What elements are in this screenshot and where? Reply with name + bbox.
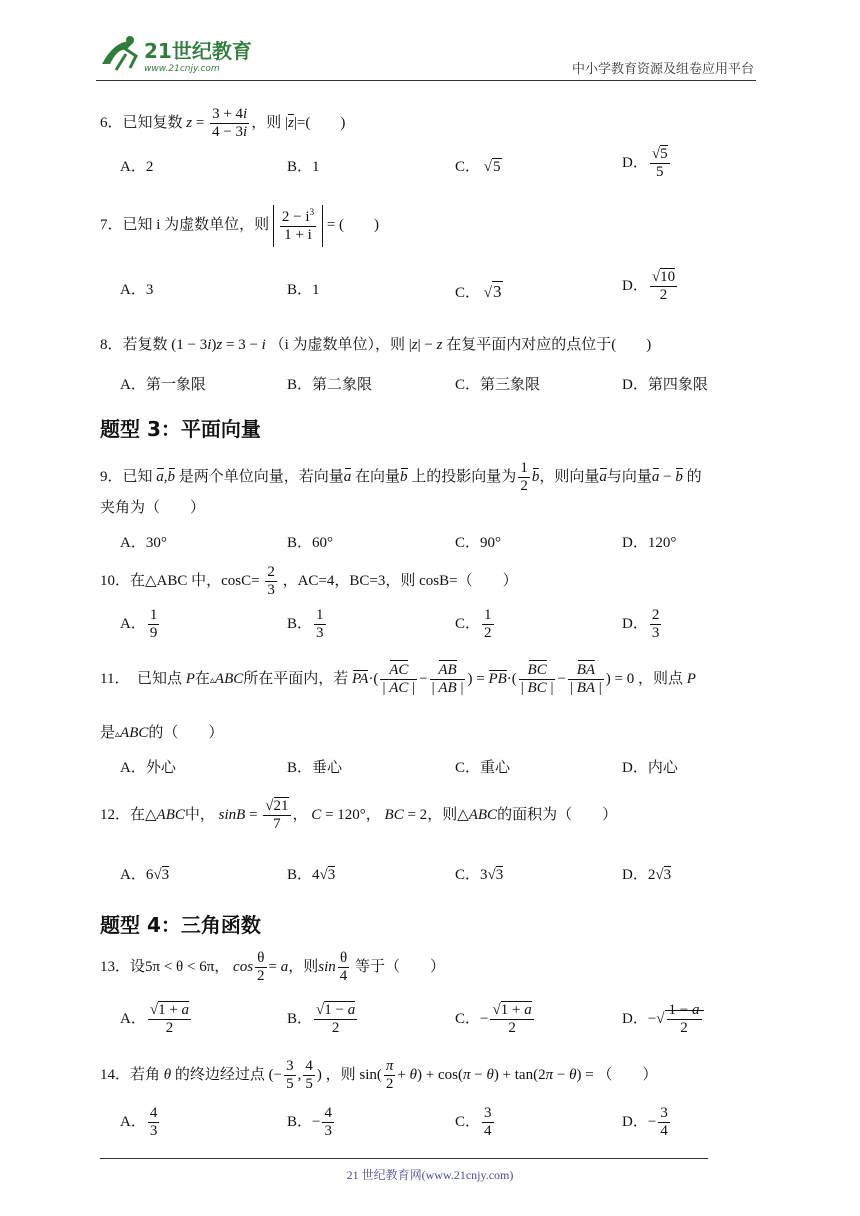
question-13: 13．设5π < θ < 6π， cos $\frac{\theta}{2}$ = a，则sin $\frac{\theta}{4}$ 等于（ ） bbox=[100, 950, 446, 985]
q14-end: （ ） bbox=[597, 1067, 658, 1084]
q9-option-d[interactable]: D．120° bbox=[622, 535, 677, 551]
q12-option-b-label: B． bbox=[287, 867, 313, 883]
q6-option-c[interactable]: C． √5 bbox=[455, 159, 501, 175]
q8-option-b[interactable]: B．第二象限 bbox=[287, 377, 373, 393]
q8-end: 在复平面内对应的点位于( ) bbox=[446, 337, 652, 353]
q13-p1: ， bbox=[214, 959, 230, 976]
q6-end: =( ) bbox=[296, 115, 346, 132]
q14-option-a[interactable]: A． $\frac{4}{3}$ bbox=[120, 1105, 158, 1140]
q13-p2: ，则 bbox=[288, 959, 319, 976]
q6-option-c-label: C． bbox=[455, 159, 481, 175]
svg-text:www.21cnjy.com: www.21cnjy.com bbox=[144, 64, 220, 74]
question-12: 12．在△ABC中， sinB = $\frac{√21}{7}$ ， C = 120°， BC = 2，则△ABC的面积为（ ） bbox=[100, 798, 618, 833]
q7-option-c-label: C． bbox=[455, 285, 481, 301]
q13-option-c-label: C． bbox=[455, 1011, 481, 1028]
footer-divider bbox=[100, 1158, 708, 1159]
q6-option-b[interactable]: B．1 bbox=[287, 159, 320, 175]
q11-stem: 11． 已知点 bbox=[100, 671, 182, 688]
q9-option-c[interactable]: C．90° bbox=[455, 535, 502, 551]
q9-line2: 夹角为（ ） bbox=[100, 500, 206, 516]
q12-p1: 中， bbox=[184, 807, 215, 824]
question-9: 9．已知 a,b 是两个单位向量，若向量a 在向量b 上的投影向量为 $\frac{1}{2}$ b，则向量a与向量a − b 的 bbox=[100, 460, 702, 495]
brand-logo bbox=[96, 34, 266, 74]
q13-option-d[interactable]: D．−√ $\frac{1 - a}{2}$ bbox=[622, 1002, 704, 1038]
q11-p2: 所在平面内，若 bbox=[243, 671, 349, 688]
q11-option-a[interactable]: A．外心 bbox=[120, 760, 176, 776]
q12-p2: ， bbox=[292, 807, 308, 824]
q13-option-b[interactable]: B． $\frac{√1 - a}{2}$ bbox=[287, 1002, 356, 1037]
q10-stem: 10．在△ABC 中，cosC= bbox=[100, 573, 260, 590]
q6-option-a[interactable]: A．2 bbox=[120, 159, 154, 175]
q10-option-b-label: B． bbox=[287, 616, 313, 633]
q8-option-a[interactable]: A．第一象限 bbox=[120, 377, 206, 393]
q9-p4: ，则向量 bbox=[539, 469, 600, 486]
section-title-3: 题型 3：平面向量 bbox=[100, 417, 261, 441]
q12-p3: ， bbox=[365, 807, 381, 824]
q11-line2b: 的（ ） bbox=[148, 725, 224, 741]
q10-option-d[interactable]: D． $\frac{2}{3}$ bbox=[622, 607, 660, 642]
q13-end: 等于（ ） bbox=[355, 959, 446, 976]
q12-option-c-label: C． bbox=[455, 867, 481, 883]
q11-line2: 是▵ABC的（ ） bbox=[100, 725, 224, 741]
q13-option-d-label: D． bbox=[622, 1011, 648, 1028]
page-footer[interactable]: 21 世纪教育网(www.21cnjy.com) bbox=[346, 1168, 514, 1182]
q12-option-a[interactable]: A．6√3 bbox=[120, 867, 170, 883]
q7-option-c[interactable]: C． √3 bbox=[455, 282, 502, 301]
q9-option-a[interactable]: A．30° bbox=[120, 535, 167, 551]
q9-p2: 在向量 bbox=[355, 469, 401, 486]
q7-stem: 7．已知 i 为虚数单位，则 bbox=[100, 217, 270, 234]
q13-option-c[interactable]: C．− $\frac{√1 + a}{2}$ bbox=[455, 1002, 532, 1037]
q12-end: ，则△ bbox=[427, 807, 469, 824]
q11-option-b[interactable]: B．垂心 bbox=[287, 760, 343, 776]
q10-option-c-label: C． bbox=[455, 616, 481, 633]
q12-stem: 12．在△ bbox=[100, 807, 157, 824]
q12-option-b[interactable]: B．4√3 bbox=[287, 867, 336, 883]
q6-mid: ，则 bbox=[251, 115, 282, 132]
q7-option-d-label: D． bbox=[622, 278, 648, 295]
q13-stem: 13．设 bbox=[100, 959, 146, 976]
q14-option-a-label: A． bbox=[120, 1114, 146, 1131]
q11-p1: 在 bbox=[194, 671, 210, 688]
q8-mid1: （ bbox=[269, 337, 285, 353]
section-title-4: 题型 4：三角函数 bbox=[100, 913, 261, 937]
question-8: 8．若复数 (1 − 3i)z = 3 − i （i 为虚数单位），则 |z| − z 在复平面内对应的点位于( ) bbox=[100, 337, 652, 353]
q8-option-d[interactable]: D．第四象限 bbox=[622, 377, 708, 393]
q14-p2: ，则 bbox=[325, 1067, 356, 1084]
q9-p5: 与向量 bbox=[606, 469, 652, 486]
q6-stem: 6．已知复数 bbox=[100, 115, 183, 132]
q14-p1: 的终边经过点 bbox=[174, 1067, 265, 1084]
q10-option-b[interactable]: B． $\frac{1}{3}$ bbox=[287, 607, 324, 642]
q11-option-d[interactable]: D．内心 bbox=[622, 760, 678, 776]
page-header bbox=[96, 30, 756, 81]
question-10: 10．在△ABC 中，cosC= $\frac{2}{3}$ ，AC=4，BC=3，则 cosB=（ ） bbox=[100, 564, 518, 599]
q14-option-c[interactable]: C． $\frac{3}{4}$ bbox=[455, 1105, 492, 1140]
q11-option-c[interactable]: C．重心 bbox=[455, 760, 511, 776]
q12-option-d[interactable]: D．2√3 bbox=[622, 867, 672, 883]
q10-option-c[interactable]: C． $\frac{1}{2}$ bbox=[455, 607, 492, 642]
q13-option-a-label: A． bbox=[120, 1011, 146, 1028]
q7-end: = ( ) bbox=[326, 217, 380, 234]
q9-p1: 是两个单位向量，若向量 bbox=[178, 469, 344, 486]
q12-option-c[interactable]: C．3√3 bbox=[455, 867, 504, 883]
q10-end: ，AC=4，BC=3，则 cosB=（ ） bbox=[282, 573, 518, 590]
q14-option-b[interactable]: B．− $\frac{4}{3}$ bbox=[287, 1105, 332, 1140]
q6-option-d-label: D． bbox=[622, 155, 648, 172]
q6-fraction: $\frac{3 + 4i}{4 - 3i}$ bbox=[212, 106, 248, 141]
q7-option-a[interactable]: A．3 bbox=[120, 282, 154, 298]
question-7: 7．已知 i 为虚数单位，则 $\frac{2 - i^3}{1 + i}$ = ( ) bbox=[100, 205, 379, 247]
q9-stem: 9．已知 bbox=[100, 469, 153, 486]
svg-text:21世纪教育: 21世纪教育 bbox=[144, 39, 252, 63]
question-11: 11． 已知点 P在▵ABC所在平面内，若 PA·( $\frac{AC}{| AC |}$ − $\frac{AB}{| AB |}$ ) = PB·( $\frac{BC}{| BC |}$ − $\frac{BA}{| BA |}$ ) = 0 ，则点 P bbox=[100, 662, 696, 697]
q13-option-b-label: B． bbox=[287, 1011, 313, 1028]
q14-option-d[interactable]: D．− $\frac{3}{4}$ bbox=[622, 1105, 668, 1140]
q11-line2a: 是 bbox=[100, 725, 116, 741]
q10-option-a[interactable]: A． $\frac{1}{9}$ bbox=[120, 607, 158, 642]
q7-option-d[interactable]: D． $\frac{√10}{2}$ bbox=[622, 269, 676, 304]
question-14: 14．若角 θ 的终边经过点 (− $\frac{3}{5}$ , $\frac{4}{5}$ ) ，则 sin( $\frac{\pi}{2}$ + θ) + cos(π − θ) + tan(2π − θ) = （ ） bbox=[100, 1058, 658, 1093]
q14-option-b-label: B． bbox=[287, 1114, 313, 1131]
q8-option-c[interactable]: C．第三象限 bbox=[455, 377, 541, 393]
q14-stem: 14．若角 bbox=[100, 1067, 161, 1084]
q14-option-c-label: C． bbox=[455, 1114, 481, 1131]
q7-option-b[interactable]: B．1 bbox=[287, 282, 320, 298]
q9-p3: 上的投影向量为 bbox=[411, 469, 517, 486]
q12-option-a-label: A． bbox=[120, 867, 146, 883]
q13-option-a[interactable]: A． $\frac{√1 + a}{2}$ bbox=[120, 1002, 190, 1037]
q12-option-d-label: D． bbox=[622, 867, 648, 883]
q14-option-d-label: D． bbox=[622, 1114, 648, 1131]
q11-end: ，则点 bbox=[638, 671, 684, 688]
platform-name: 中小学教育资源及组卷应用平台 bbox=[571, 62, 754, 77]
q8-mid2: i 为虚数单位），则 bbox=[284, 337, 406, 353]
q9-p6: 的 bbox=[686, 469, 702, 486]
q8-stem: 8．若复数 bbox=[100, 337, 168, 353]
q12-end2: 的面积为（ ） bbox=[497, 807, 618, 824]
q10-option-d-label: D． bbox=[622, 616, 648, 633]
q6-option-d[interactable]: D． $\frac{√5}{5}$ bbox=[622, 146, 668, 181]
q10-option-a-label: A． bbox=[120, 616, 146, 633]
q9-option-b[interactable]: B．60° bbox=[287, 535, 334, 551]
question-6: 6．已知复数 z = $\frac{3 + 4i}{4 - 3i}$ ，则 $|\overline{z}|=$( ) bbox=[100, 106, 346, 141]
